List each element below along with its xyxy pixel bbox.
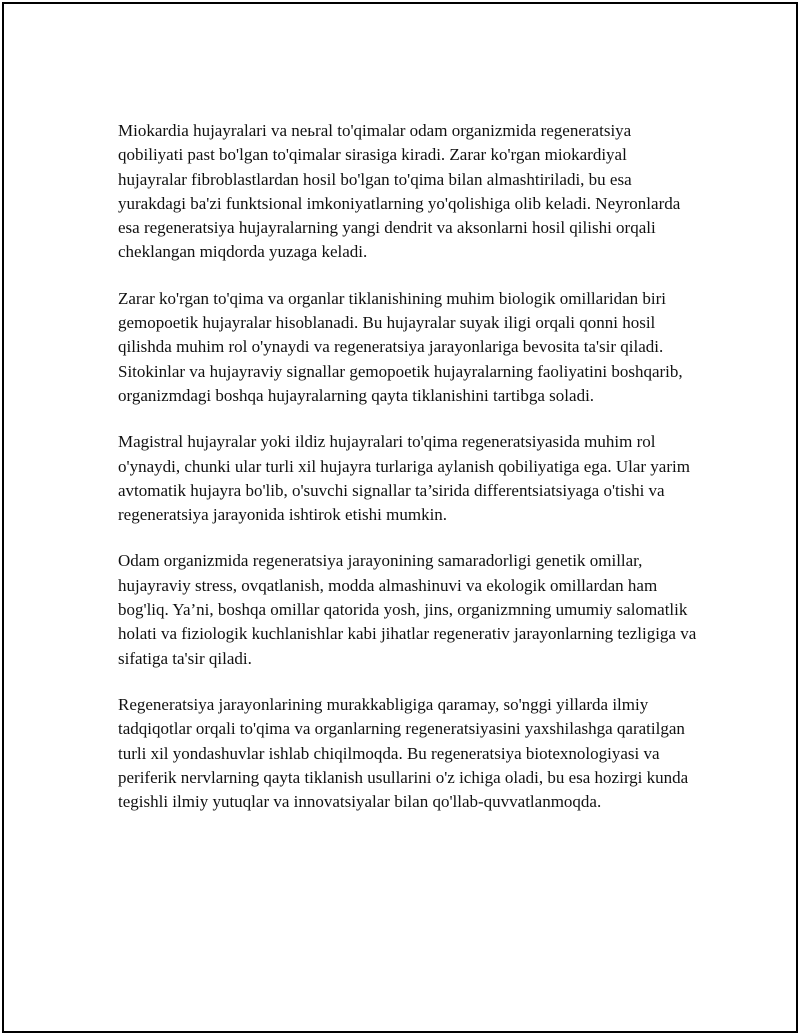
paragraph-1: Miokardia hujayralari va neьral to'qimalar odam organizmida regeneratsiya qobiliyati past bo'lgan to'qimalar sirasiga kiradi. Zarar ko'rgan miokardiyal hujayralar fibroblastlardan hosil bo'lgan to'qima bilan almashtiriladi, bu esa yurakdagi ba'zi funktsional imkoniyatlarning yo'qolishiga olib keladi. Neyronlarda esa regeneratsiya hujayralarning yangi dendrit va aksonlarni hosil qilishi orqali cheklangan miqdorda yuzaga keladi. (118, 121, 681, 262)
paragraph-3: Magistral hujayralar yoki ildiz hujayralari to'qima regeneratsiyasida muhim rol o'ynaydi, chunki ular turli xil hujayra turlariga aylanish qobiliyatiga ega. Ular yarim avtomatik hujayra bo'lib, o'suvchi signallar ta’sirida differentsiatsiyaga o'tishi va regeneratsiya jarayonida ishtirok etishi mumkin. (118, 432, 690, 525)
paragraph-2: Zarar ko'rgan to'qima va organlar tiklanishining muhim biologik omillaridan biri gemopoetik hujayralar hisoblanadi. Bu hujayralar suyak iligi orqali qonni hosil qilishda muhim rol o'ynaydi va regeneratsiya jarayonlariga bevosita ta'sir qiladi. Sitokinlar va hujayraviy signallar gemopoetik hujayralarning faoliyatini boshqarib, organizmdagi boshqa hujayralarning qayta tiklanishini tartibga soladi. (118, 288, 683, 405)
paragraph-4: Odam organizmida regeneratsiya jarayonining samaradorligi genetik omillar, hujayraviy stress, ovqatlanish, modda almashinuvi va ekologik omillardan ham bog'liq. Ya’ni, boshqa omillar qatorida yosh, jins, organizmning umumiy salomatlik holati va fiziologik kuchlanishlar kabi jihatlar regenerativ jarayonlarning tezligiga va sifatiga ta'sir qiladi. (118, 551, 697, 668)
paragraph-5: Regeneratsiya jarayonlarining murakkabligiga qaramay, so'nggi yillarda ilmiy tadqiqotlar orqali to'qima va organlarning regeneratsiyasini yaxshilashga qaratilgan turli xil yondashuvlar ishlab chiqilmoqda. Bu regeneratsiya biotexnologiyasi va periferik nervlarning qayta tiklanish usullarini o'z ichiga oladi, bu esa hozirgi kunda tegishli ilmiy yutuqlar va innovatsiyalar bilan qo'llab-quvvatlanmoqda. (118, 694, 689, 812)
document-body (118, 119, 698, 836)
